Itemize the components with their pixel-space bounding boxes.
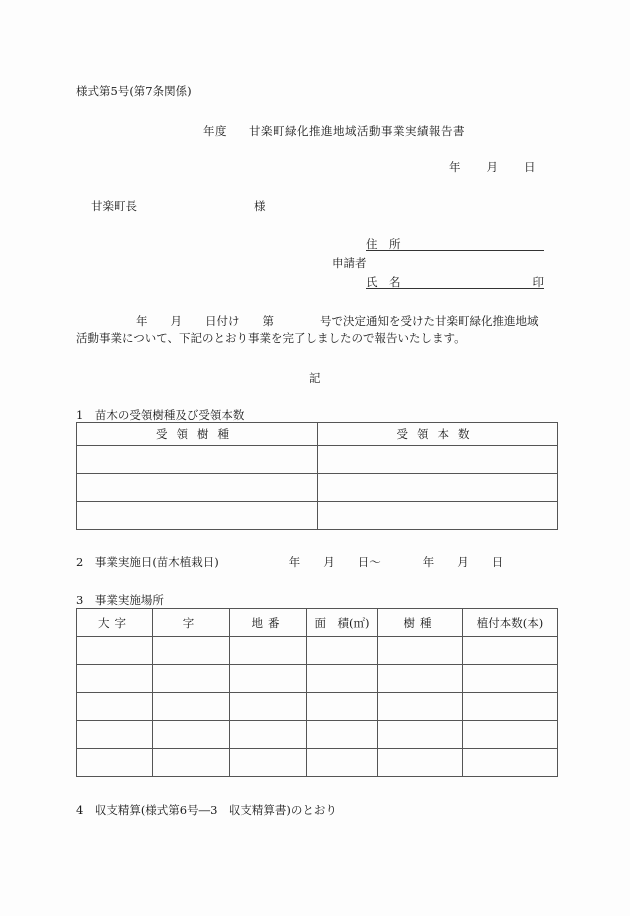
column-header: 植付本数(本) — [463, 609, 558, 637]
aza-cell[interactable] — [153, 749, 230, 777]
from-year: 年 — [288, 555, 301, 569]
lot-number-cell[interactable] — [230, 749, 307, 777]
applicant-label: 申請者 — [332, 256, 367, 270]
aza-cell[interactable] — [153, 693, 230, 721]
form-number: 様式第5号(第7条関係) — [76, 84, 192, 98]
area-cell[interactable] — [307, 721, 378, 749]
column-header: 面 積(㎡) — [307, 609, 378, 637]
table-header-row — [77, 609, 558, 637]
body-line-2: 活動事業について、下記のとおり事業を完了しましたので報告いたします。 — [76, 331, 466, 345]
oaza-cell[interactable] — [77, 637, 153, 665]
section-3-heading: 3 事業実施場所 — [76, 593, 164, 607]
column-header: 樹種 — [378, 609, 463, 637]
column-header: 地番 — [230, 609, 307, 637]
body-month: 月 — [170, 314, 182, 328]
location-table — [76, 608, 558, 777]
address-label: 住 所 — [366, 237, 401, 251]
name-field[interactable] — [366, 275, 544, 289]
tree-species-cell[interactable] — [378, 637, 463, 665]
seedling-table — [76, 422, 558, 530]
seal-mark: 印 — [532, 275, 544, 289]
from-month: 月 — [323, 555, 335, 569]
table-row — [77, 446, 558, 474]
table-row — [77, 637, 558, 665]
quantity-cell[interactable] — [318, 446, 558, 474]
aza-cell[interactable] — [153, 637, 230, 665]
tree-species-cell[interactable] — [378, 721, 463, 749]
planted-count-cell[interactable] — [463, 693, 558, 721]
aza-cell[interactable] — [153, 721, 230, 749]
tree-species-cell[interactable] — [77, 446, 318, 474]
area-cell[interactable] — [307, 637, 378, 665]
body-year: 年 — [136, 314, 148, 328]
table-row — [77, 721, 558, 749]
tree-species-cell[interactable] — [77, 474, 318, 502]
address-field[interactable] — [366, 237, 544, 251]
area-cell[interactable] — [307, 693, 378, 721]
table-row — [77, 474, 558, 502]
date-day-label: 日 — [524, 160, 536, 174]
tree-species-cell[interactable] — [378, 693, 463, 721]
area-cell[interactable] — [307, 665, 378, 693]
planted-count-cell[interactable] — [463, 721, 558, 749]
planted-count-cell[interactable] — [463, 749, 558, 777]
report-date — [449, 160, 536, 174]
column-header: 受領本数 — [318, 423, 558, 446]
lot-number-cell[interactable] — [230, 665, 307, 693]
column-header: 大字 — [77, 609, 153, 637]
fiscal-year-label: 年度 — [203, 124, 227, 138]
ki-heading: 記 — [309, 371, 321, 385]
column-header: 字 — [153, 609, 230, 637]
oaza-cell[interactable] — [77, 749, 153, 777]
date-month-label: 月 — [486, 160, 498, 174]
recipient: 甘楽町長 — [91, 199, 137, 213]
to-month: 月 — [457, 555, 469, 569]
oaza-cell[interactable] — [77, 665, 153, 693]
oaza-cell[interactable] — [77, 693, 153, 721]
area-cell[interactable] — [307, 749, 378, 777]
table-row — [77, 665, 558, 693]
document-title-line — [203, 124, 465, 138]
tree-species-cell[interactable] — [378, 665, 463, 693]
honorific: 様 — [254, 199, 266, 213]
lot-number-cell[interactable] — [230, 693, 307, 721]
document-title: 甘楽町緑化推進地域活動事業実績報告書 — [249, 124, 465, 138]
tree-species-cell[interactable] — [77, 502, 318, 530]
planted-count-cell[interactable] — [463, 637, 558, 665]
quantity-cell[interactable] — [318, 502, 558, 530]
table-header-row — [77, 423, 558, 446]
name-label: 氏 名 — [366, 275, 401, 289]
table-row — [77, 749, 558, 777]
section-1-heading: 1 苗木の受領樹種及び受領本数 — [76, 408, 245, 422]
body-line-1 — [136, 314, 539, 328]
from-day: 日〜 — [357, 555, 381, 569]
body-number-prefix: 第 — [262, 314, 274, 328]
lot-number-cell[interactable] — [230, 721, 307, 749]
column-header: 受領樹種 — [77, 423, 318, 446]
lot-number-cell[interactable] — [230, 637, 307, 665]
table-row — [77, 502, 558, 530]
section-2-line — [76, 555, 503, 569]
quantity-cell[interactable] — [318, 474, 558, 502]
body-day: 日付け — [205, 314, 240, 328]
planted-count-cell[interactable] — [463, 665, 558, 693]
section-2-heading: 2 事業実施日(苗木植栽日) — [76, 555, 219, 569]
aza-cell[interactable] — [153, 665, 230, 693]
section-4-heading: 4 収支精算(様式第6号―3 収支精算書)のとおり — [76, 803, 337, 817]
to-year: 年 — [422, 555, 435, 569]
oaza-cell[interactable] — [77, 721, 153, 749]
tree-species-cell[interactable] — [378, 749, 463, 777]
table-row — [77, 693, 558, 721]
to-day: 日 — [491, 555, 504, 569]
date-year-label: 年 — [449, 160, 461, 174]
body-continued: 号で決定通知を受けた甘楽町緑化推進地域 — [320, 314, 539, 328]
